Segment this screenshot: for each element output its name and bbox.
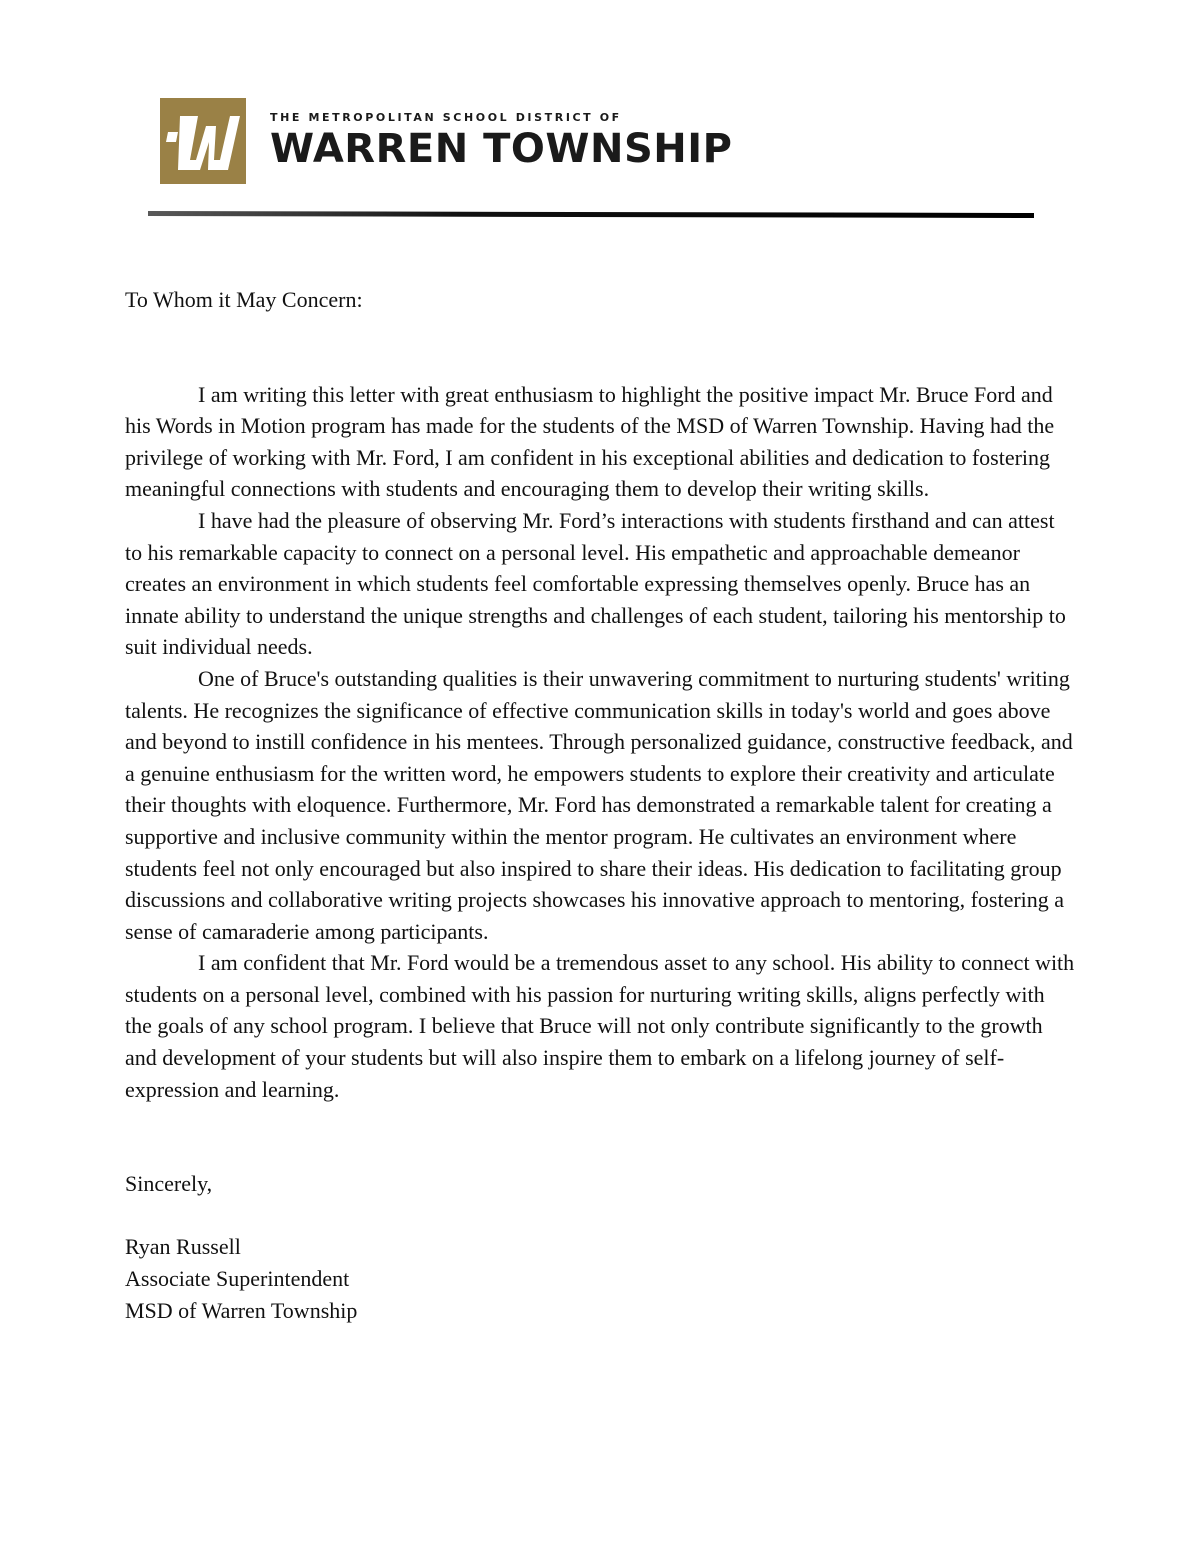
salutation: To Whom it May Concern: [125,287,363,312]
district-name-line2: WARREN TOWNSHIP [270,126,733,172]
district-name-line1: THE METROPOLITAN SCHOOL DISTRICT OF [270,111,622,124]
signer-organization: MSD of Warren Township [125,1297,358,1323]
body-paragraph-2: I have had the pleasure of observing Mr. Ford’s interactions with students firsthand and can attest to his remarkable capacity to connect on a personal level. His empathetic and approachable demeanor creates an environment in which students feel comfortable expressing themselves openly. Bruce has an innate ability to understand the unique strengths and challenges of each student, tailoring his mentorship to suit individual needs. [125,507,1066,660]
letterhead [160,98,735,184]
signer-name: Ryan Russell [125,1234,241,1260]
warren-w-logo-icon [160,98,246,184]
header-rule [148,209,1034,218]
letter-body [125,284,1075,1326]
body-paragraph-4: I am confident that Mr. Ford would be a tremendous asset to any school. His ability to connect with students on a personal level, combined with his passion for nurturing writing skills, aligns perfectly with the goals of any school program. I believe that Bruce will not only contribute significantly to the growth and development of your students but will also inspire them to embark on a lifelong journey of self-expression and learning. [125,950,1075,1102]
signature-block [125,1231,1075,1326]
district-name [270,111,732,171]
body-paragraph-1: I am writing this letter with great enthusiasm to highlight the positive impact Mr. Bruce Ford and his Words in Motion program has made for the students of the MSD of Warren Township. Having had the privilege of working with Mr. Ford, I am confident in his exceptional abilities and dedication to fostering meaningful connections with students and encouraging them to develop their writing skills. [125,381,1055,502]
letter-paragraphs [125,379,1075,1106]
body-paragraph-3: One of Bruce's outstanding qualities is their unwavering commitment to nurturing students' writing talents. He recognizes the significance of effective communication skills in today's world and goes above and beyond to instill confidence in his mentees. Through personalized guidance, constructive feedback, and a genuine enthusiasm for the written word, he empowers students to explore their creativity and articulate their thoughts with eloquence. Furthermore, Mr. Ford has demonstrated a remarkable talent for creating a supportive and inclusive community within the mentor program. He cultivates an environment where students feel not only encouraged but also inspired to share their ideas. His dedication to facilitating group discussions and collaborative writing projects showcases his innovative approach to mentoring, fostering a sense of camaraderie among participants. [125,665,1073,944]
closing: Sincerely, [125,1171,213,1197]
signer-title: Associate Superintendent [125,1266,350,1292]
